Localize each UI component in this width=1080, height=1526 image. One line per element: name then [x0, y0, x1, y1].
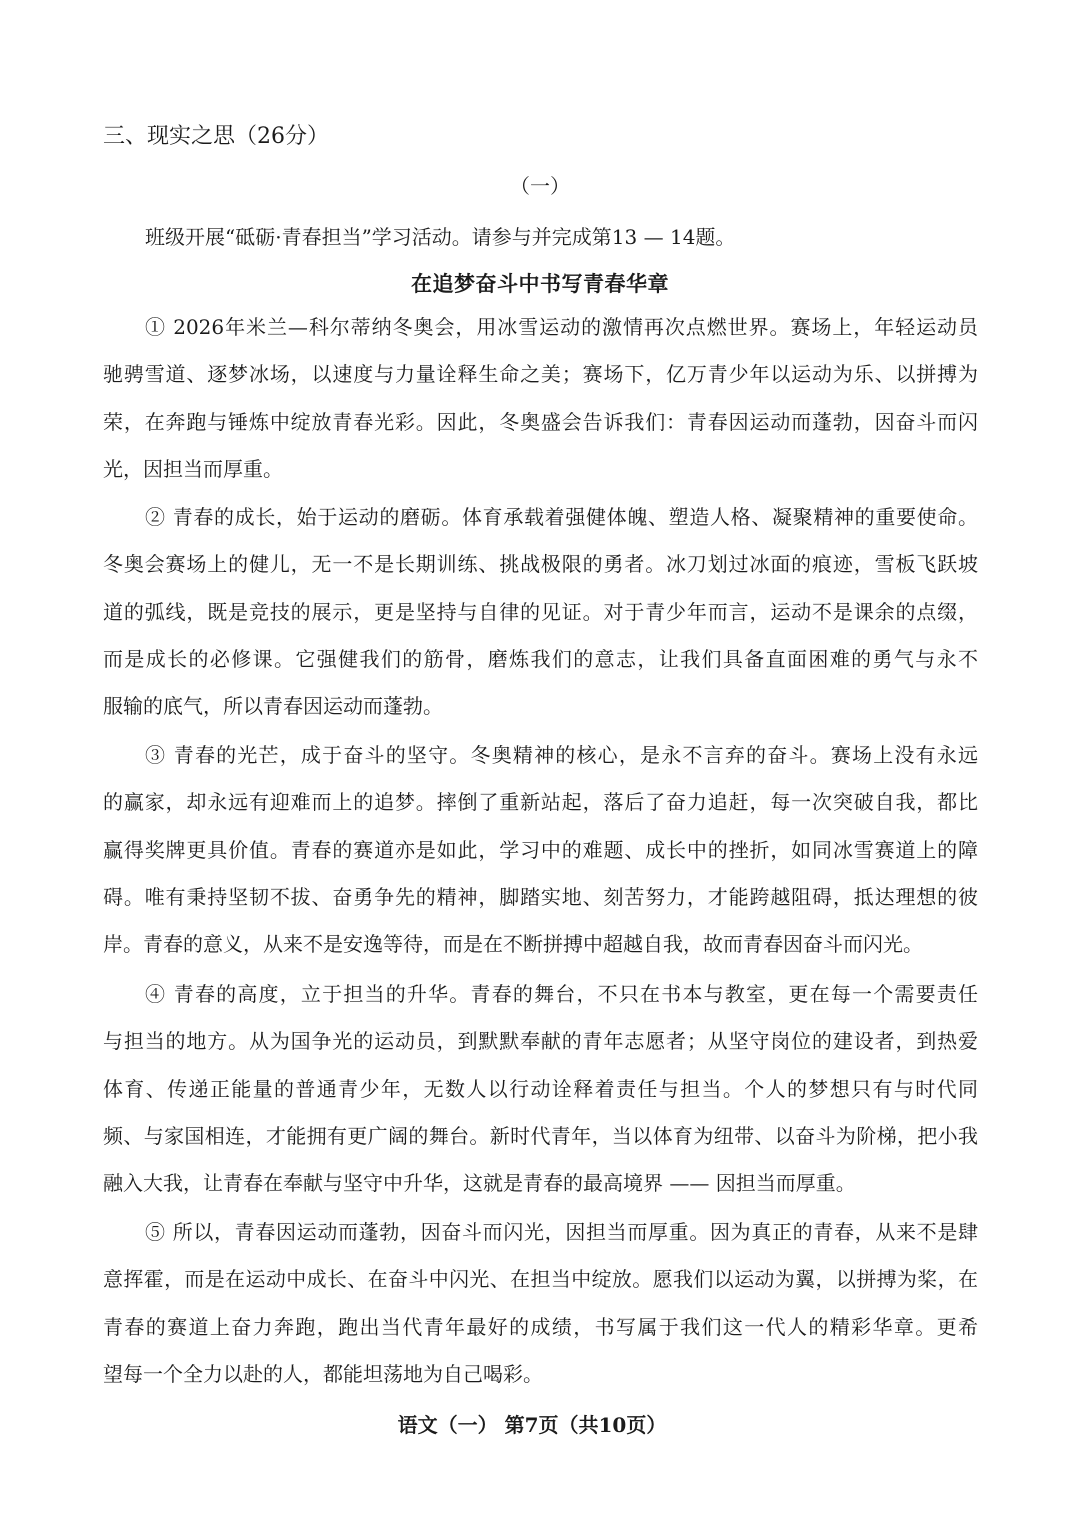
paragraph-line: 荣，在奔跑与锤炼中绽放青春光彩。因此，冬奥盛会告诉我们：青春因运动而蓬勃，因奋斗而闪	[103, 409, 978, 434]
paragraph-4	[103, 971, 978, 1207]
paragraph-3	[103, 732, 978, 968]
article-title: 在追梦奋斗中书写青春华章	[411, 271, 669, 296]
section-heading: 三、现实之思（26分）	[103, 124, 329, 149]
paragraph-line: 而是成长的必修课。它强健我们的筋骨，磨炼我们的意志，让我们具备直面困难的勇气与永不	[103, 646, 978, 671]
paragraph-line: 驰骋雪道、逐梦冰场，以速度与力量诠释生命之美；赛场下，亿万青少年以运动为乐、以拼搏为	[103, 362, 978, 387]
paragraph-2	[103, 494, 978, 730]
paragraph-line: 频、与家国相连，才能拥有更广阔的舞台。新时代青年，当以体育为纽带、以奋斗为阶梯，把小我	[103, 1123, 978, 1148]
paragraph-line: ① 2026年米兰—科尔蒂纳冬奥会，用冰雪运动的激情再次点燃世界。赛场上，年轻运动员	[145, 315, 978, 339]
part-label: （一）	[510, 174, 570, 198]
paragraph-line: ⑤ 所以，青春因运动而蓬勃，因奋斗而闪光，因担当而厚重。因为真正的青春，从来不是肆	[145, 1220, 978, 1244]
paragraph-line: 服输的底气，所以青春因运动而蓬勃。	[103, 694, 443, 719]
paragraph-line: 岸。青春的意义，从来不是安逸等待，而是在不断拼搏中超越自我，故而青春因奋斗而闪光。	[103, 932, 923, 957]
paragraph-line: 融入大我，让青春在奉献与坚守中升华，这就是青春的最高境界 —— 因担当而厚重。	[103, 1171, 856, 1196]
paragraph-line: 光，因担当而厚重。	[103, 456, 283, 481]
paragraph-line: 青春的赛道上奋力奔跑，跑出当代青年最好的成绩，书写属于我们这一代人的精彩华章。更希	[103, 1314, 978, 1339]
paragraph-line: 意挥霍，而是在运动中成长、在奋斗中闪光、在担当中绽放。愿我们以运动为翼，以拼搏为桨，在	[103, 1267, 978, 1292]
intro-text: 班级开展“砥砺·青春担当”学习活动。请参与并完成第13 — 14题。	[145, 225, 736, 249]
paragraph-1	[103, 304, 978, 493]
paragraph-line: 与担当的地方。从为国争光的运动员，到默默奉献的青年志愿者；从坚守岗位的建设者，到热爱	[103, 1029, 978, 1054]
paragraph-line: 赢得奖牌更具价值。青春的赛道亦是如此，学习中的难题、成长中的挫折，如同冰雪赛道上的障	[103, 837, 978, 862]
paragraph-line: ③ 青春的光芒，成于奋斗的坚守。冬奥精神的核心，是永不言弃的奋斗。赛场上没有永远	[145, 743, 978, 767]
paragraph-line: 道的弧线，既是竞技的展示，更是坚持与自律的见证。对于青少年而言，运动不是课余的点缀，	[103, 599, 978, 624]
paragraph-line: 碍。唯有秉持坚韧不拔、奋勇争先的精神，脚踏实地、刻苦努力，才能跨越阻碍，抵达理想的彼	[103, 884, 978, 909]
paragraph-line: ④ 青春的高度，立于担当的升华。青春的舞台，不只在书本与教室，更在每一个需要责任	[145, 982, 978, 1006]
paragraph-line: 体育、传递正能量的普通青少年，无数人以行动诠释着责任与担当。个人的梦想只有与时代同	[103, 1076, 978, 1101]
paragraph-line: 冬奥会赛场上的健儿，无一不是长期训练、挑战极限的勇者。冰刀划过冰面的痕迹，雪板飞跃坡	[103, 552, 978, 577]
paragraph-line: 望每一个全力以赴的人，都能坦荡地为自己喝彩。	[103, 1361, 543, 1386]
paragraph-line: 的赢家，却永远有迎难而上的追梦。摔倒了重新站起，落后了奋力追赶，每一次突破自我，都比	[103, 790, 978, 815]
paragraph-line: ② 青春的成长，始于运动的磨砺。体育承载着强健体魄、塑造人格、凝聚精神的重要使命。	[145, 505, 978, 529]
page-footer: 语文（一） 第7页（共10页）	[397, 1413, 667, 1437]
paragraph-5	[103, 1209, 978, 1398]
